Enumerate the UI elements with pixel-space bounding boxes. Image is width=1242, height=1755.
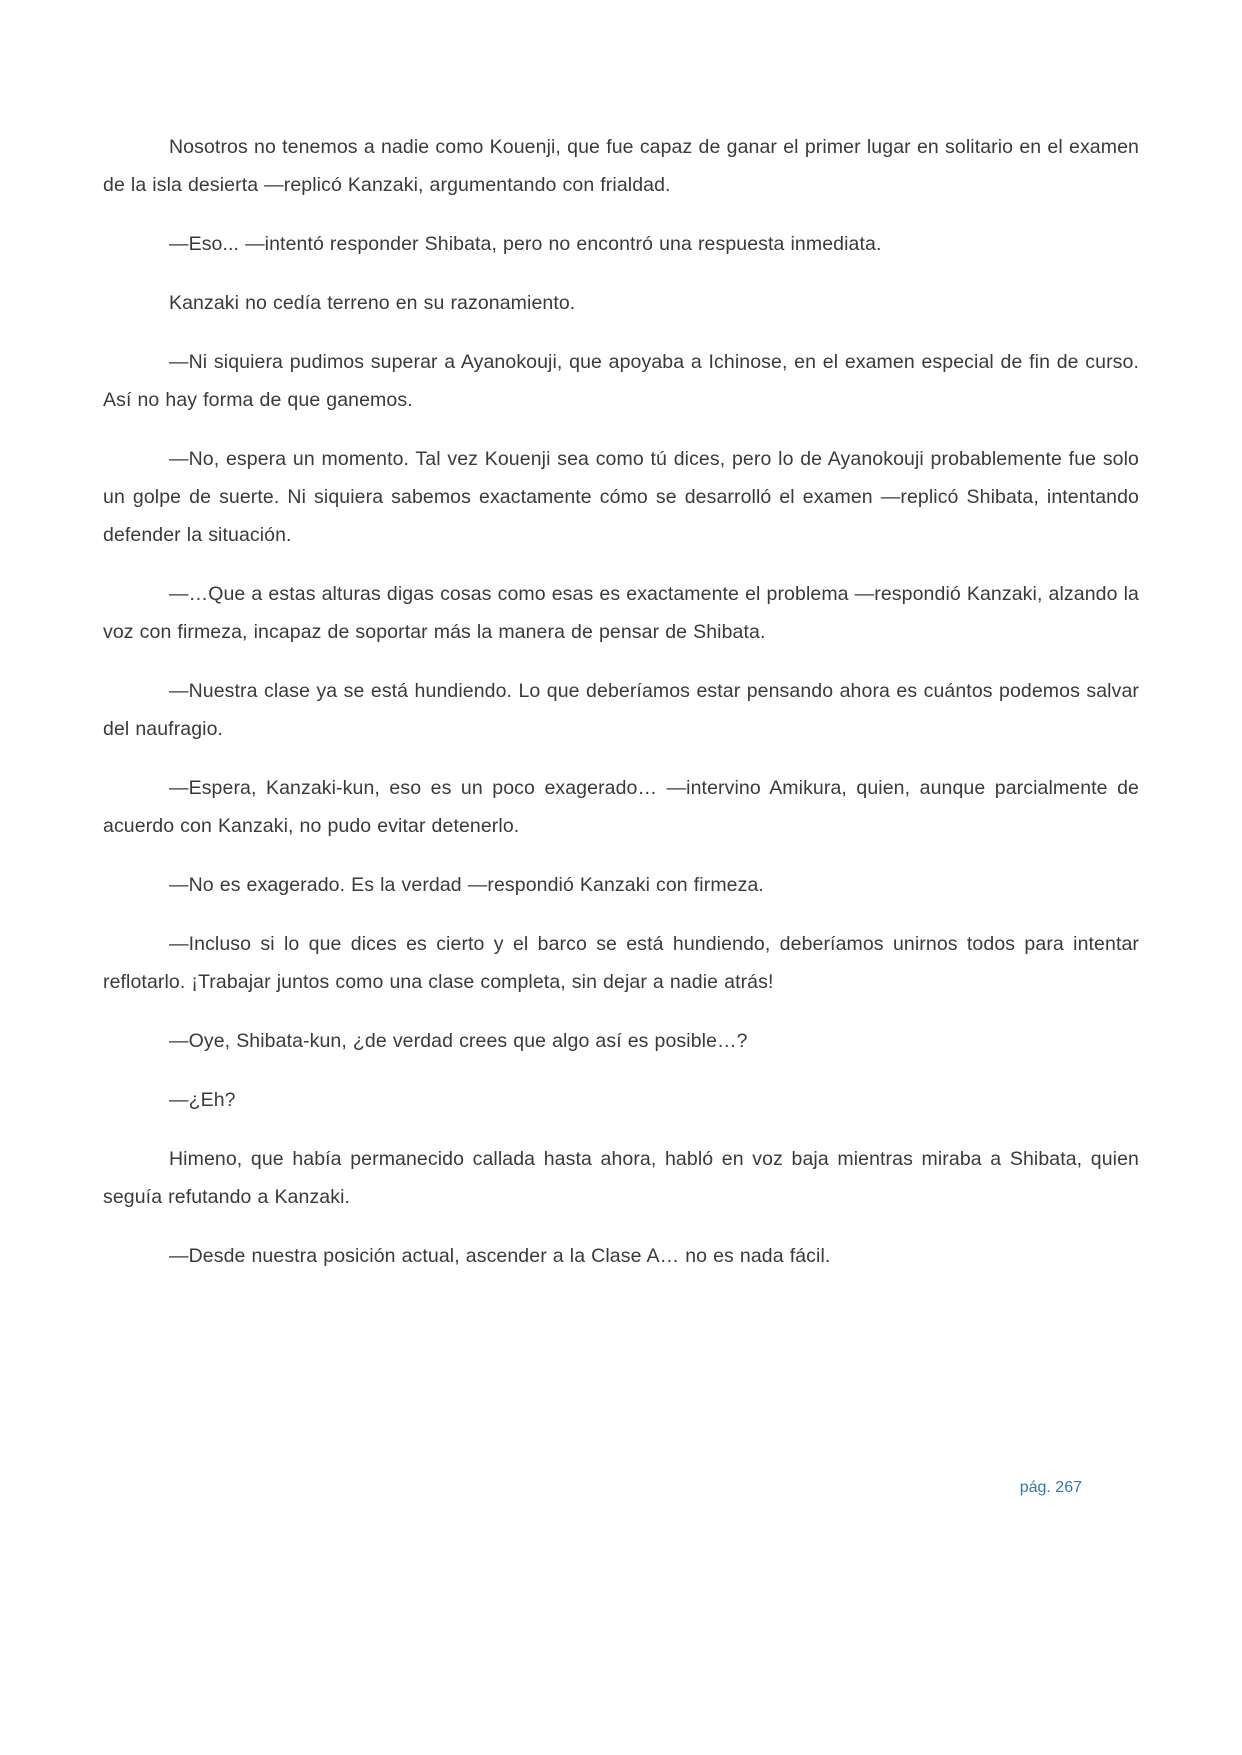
paragraph: —Desde nuestra posición actual, ascender a la Clase A… no es nada fácil.: [169, 1245, 831, 1267]
paragraph: Kanzaki no cedía terreno en su razonamiento.: [169, 292, 576, 314]
paragraph: —¿Eh?: [169, 1089, 236, 1111]
page-footer: [1020, 1478, 1082, 1498]
paragraph: —Ni siquiera pudimos superar a Ayanokouji, que apoyaba a Ichinose, en el examen especial de fin de curso. Así no hay forma de que ganemos.: [103, 351, 1139, 411]
paragraph: —Espera, Kanzaki-kun, eso es un poco exagerado… —intervino Amikura, quien, aunque parcialmente de acuerdo con Kanzaki, no pudo evitar detenerlo.: [103, 777, 1139, 837]
paragraph: —…Que a estas alturas digas cosas como esas es exactamente el problema —respondió Kanzaki, alzando la voz con firmeza, incapaz de soportar más la manera de pensar de Shibata.: [103, 583, 1139, 643]
paragraph: —Oye, Shibata-kun, ¿de verdad crees que algo así es posible…?: [169, 1030, 748, 1052]
paragraph: —No, espera un momento. Tal vez Kouenji sea como tú dices, pero lo de Ayanokouji probablemente fue solo un golpe de suerte. Ni siquiera sabemos exactamente cómo se desarrolló el examen —replicó Shibata, intentando defender la situación.: [103, 448, 1139, 546]
page-number: pág. 267: [1019, 1479, 1082, 1496]
paragraph: Nosotros no tenemos a nadie como Kouenji, que fue capaz de ganar el primer lugar en solitario en el examen de la isla desierta —replicó Kanzaki, argumentando con frialdad.: [103, 136, 1139, 196]
paragraph: —Nuestra clase ya se está hundiendo. Lo que deberíamos estar pensando ahora es cuántos podemos salvar del naufragio.: [103, 680, 1139, 740]
paragraph: —Eso... —intentó responder Shibata, pero no encontró una respuesta inmediata.: [169, 233, 882, 255]
paragraph: Himeno, que había permanecido callada hasta ahora, habló en voz baja mientras miraba a Shibata, quien seguía refutando a Kanzaki.: [103, 1148, 1139, 1208]
paragraph: —No es exagerado. Es la verdad —respondió Kanzaki con firmeza.: [169, 874, 764, 896]
paragraph-list: [103, 128, 1139, 1296]
paragraph: —Incluso si lo que dices es cierto y el barco se está hundiendo, deberíamos unirnos todos para intentar reflotarlo. ¡Trabajar juntos como una clase completa, sin dejar a nadie atrás!: [103, 933, 1139, 993]
